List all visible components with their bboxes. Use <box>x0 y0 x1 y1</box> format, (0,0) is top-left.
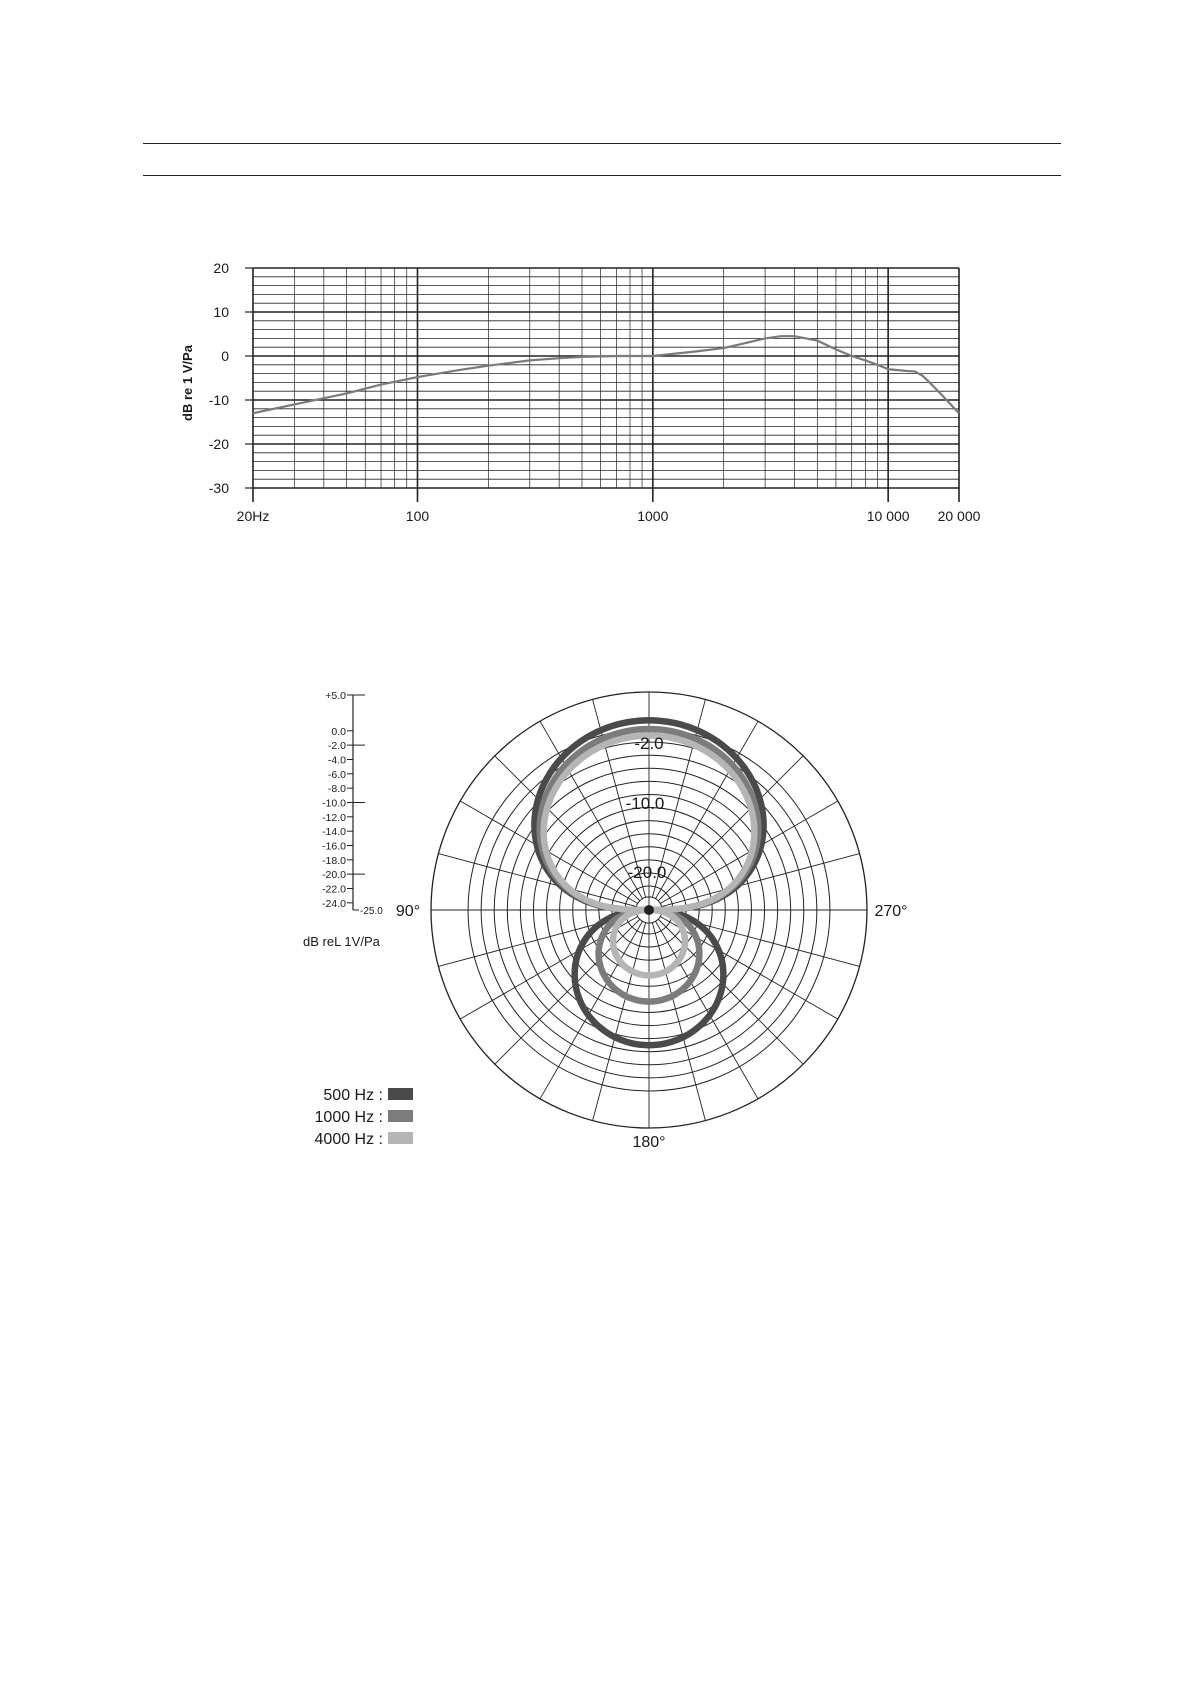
x-tick-label: 20 000 <box>937 508 981 524</box>
scale-tick-label: -22.0 <box>322 883 346 896</box>
y-tick-label: -10 <box>208 392 229 408</box>
scale-tick-label: -24.0 <box>322 897 346 910</box>
scale-tick-label: -12.0 <box>322 811 346 824</box>
scale-tick-label: -16.0 <box>322 840 346 853</box>
ring-label-20: -20.0 <box>627 863 667 882</box>
angle-label-90: 90° <box>395 903 421 920</box>
scale-tick-label: -14.0 <box>322 826 346 839</box>
x-tick-label: 100 <box>405 508 430 524</box>
ring-label-2: -2.0 <box>634 734 664 753</box>
legend <box>315 1087 413 1148</box>
legend-swatch <box>388 1110 413 1122</box>
y-tick-labels <box>209 260 253 496</box>
legend-swatch <box>388 1132 413 1144</box>
legend-label: 1000 Hz : <box>314 1109 383 1126</box>
frequency-response-curve <box>253 336 959 413</box>
scale-tick-label: -18.0 <box>322 854 346 867</box>
scale-tick-label: -4.0 <box>327 754 346 767</box>
y-tick-label: 0 <box>221 348 229 364</box>
scale-tick-label: -20.0 <box>322 869 346 882</box>
scale-unit-label: dB reL 1V/Pa <box>303 934 380 949</box>
x-tick-label: 10 000 <box>866 508 910 524</box>
scale-tick-label: -8.0 <box>327 783 346 796</box>
x-tick-label: 20Hz <box>236 508 270 524</box>
angle-label-270: 270° <box>874 903 908 920</box>
ring-label-10: -10.0 <box>625 794 665 813</box>
y-axis-label: dB re 1 V/Pa <box>180 345 195 421</box>
legend-label: 4000 Hz : <box>314 1131 383 1148</box>
db-scale <box>322 690 383 917</box>
header-rule-bottom <box>143 175 1061 176</box>
scale-tick-label: -25.0 <box>360 906 383 917</box>
polar-pattern-chart <box>0 680 1191 1180</box>
y-tick-label: -20 <box>208 436 229 452</box>
header-rule-top <box>143 143 1061 144</box>
y-tick-label: 10 <box>213 304 229 320</box>
scale-tick-label: 0.0 <box>331 725 346 738</box>
legend-label: 500 Hz : <box>323 1087 383 1104</box>
scale-tick-label: -2.0 <box>327 740 346 753</box>
legend-swatch <box>388 1088 413 1100</box>
scale-tick-label: +5.0 <box>325 690 346 702</box>
frequency-grid <box>253 268 959 488</box>
polar-spoke <box>495 756 640 901</box>
y-tick-label: -30 <box>208 480 229 496</box>
angle-label-180: 180° <box>632 1134 666 1151</box>
polar-center <box>644 905 654 915</box>
x-tick-label: 1000 <box>637 508 669 524</box>
x-tick-labels <box>237 488 981 524</box>
scale-tick-label: -6.0 <box>327 768 346 781</box>
y-tick-label: 20 <box>213 260 229 276</box>
polar-spoke <box>658 756 803 901</box>
scale-tick-label: -10.0 <box>322 797 346 810</box>
